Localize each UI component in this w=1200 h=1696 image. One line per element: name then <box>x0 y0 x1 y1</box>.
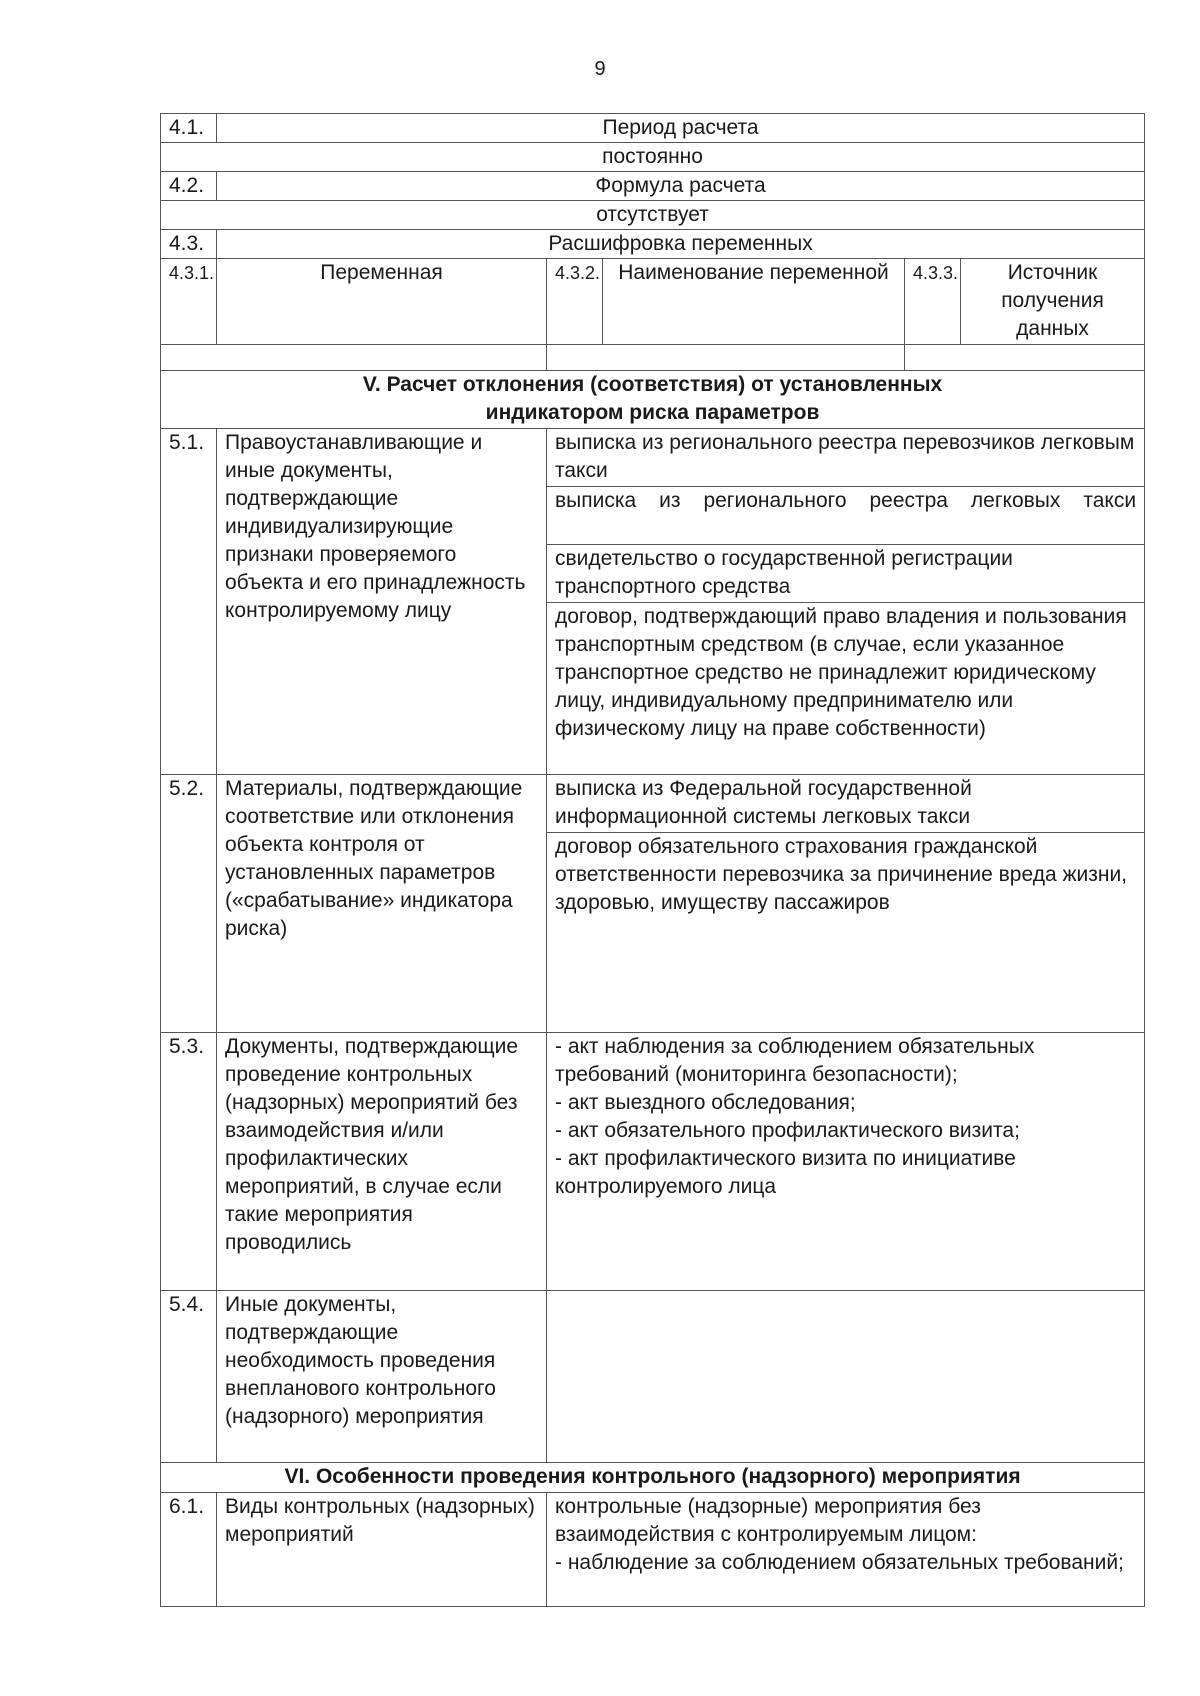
row-6-1-value <box>547 1493 1145 1607</box>
row-number: 4.3. <box>161 230 217 259</box>
row-5-1-label: Правоустанавливающие и иные документы, подтверждающие индивидуализирующие признаки проверяемого объекта и его принадлежность контролируемому лицу <box>217 429 547 775</box>
row-6-1 <box>161 1493 1145 1607</box>
document-item: договор обязательного страхования гражданской ответственности перевозчика за причинение вреда жизни, здоровью, имуществу пассажиров <box>547 833 1145 1033</box>
empty-cell <box>161 345 547 371</box>
empty-cell <box>905 345 1145 371</box>
variable-name-col-number: 4.3.2. <box>547 259 603 345</box>
row-5-3 <box>161 1033 1145 1291</box>
row-4-2 <box>161 172 1145 201</box>
row-5-3-label: Документы, подтверждающие проведение контрольных (надзорных) мероприятий без взаимодействия и/или профилактических мероприятий, в случае если такие мероприятия проводились <box>217 1033 547 1291</box>
section-6-title: VI. Особенности проведения контрольного (надзорного) мероприятия <box>161 1463 1145 1493</box>
data-source-col-label: Источник получения данных <box>961 259 1145 345</box>
row-4-1 <box>161 114 1145 143</box>
calc-period-value: постоянно <box>161 143 1145 172</box>
row-number: 4.2. <box>161 172 217 201</box>
document-item <box>547 487 1145 545</box>
row-5-3-value: - акт наблюдения за соблюдением обязательных требований (мониторинга безопасности); - акт выездного обследования; - акт обязательного профилактического визита; - акт профилактического визита по инициативе контролируемого лица <box>547 1033 1145 1291</box>
row-6-1-value-line: - наблюдение за соблюдением обязательных требований; <box>555 1551 1124 1574</box>
row-number: 5.4. <box>161 1291 217 1463</box>
row-5-1 <box>161 429 1145 487</box>
calc-period-label: Период расчета <box>217 114 1145 143</box>
row-number: 5.3. <box>161 1033 217 1291</box>
section-5-title: V. Расчет отклонения (соответствия) от установленных индикатором риска параметров <box>161 371 1145 429</box>
row-number: 5.1. <box>161 429 217 775</box>
document-item-text: выписка из регионального реестра легковых такси <box>555 489 1137 512</box>
row-5-4-value <box>547 1291 1145 1463</box>
document-item: свидетельство о государственной регистрации транспортного средства <box>547 545 1145 603</box>
variable-name-col-label: Наименование переменной <box>603 259 905 345</box>
row-6-1-value-line: контрольные (надзорные) мероприятия без взаимодействия с контролируемым лицом: <box>555 1495 981 1546</box>
indicator-table <box>160 113 1145 1607</box>
section-6-header-row <box>161 1463 1145 1493</box>
row-number: 6.1. <box>161 1493 217 1607</box>
row-5-2-label: Материалы, подтверждающие соответствие или отклонения объекта контроля от установленных параметров («срабатывание» индикатора риска) <box>217 775 547 1033</box>
row-5-4-label: Иные документы, подтверждающие необходимость проведения внепланового контрольного (надзорного) мероприятия <box>217 1291 547 1463</box>
row-6-1-label: Виды контрольных (надзорных) мероприятий <box>217 1493 547 1607</box>
document-item: выписка из Федеральной государственной информационной системы легковых такси <box>547 775 1145 833</box>
row-4-3 <box>161 230 1145 259</box>
row-4-2-value <box>161 201 1145 230</box>
variables-decoding-label: Расшифровка переменных <box>217 230 1145 259</box>
section-5-header-row <box>161 371 1145 429</box>
calc-formula-value: отсутствует <box>161 201 1145 230</box>
data-source-col-number: 4.3.3. <box>905 259 961 345</box>
document-item: выписка из регионального реестра перевозчиков легковым такси <box>547 429 1145 487</box>
variables-header-row <box>161 259 1145 345</box>
page-number: 9 <box>594 58 606 80</box>
calc-formula-label: Формула расчета <box>217 172 1145 201</box>
document-item: договор, подтверждающий право владения и пользования транспортным средством (в случае, если указанное транспортное средство не принадлежит юридическому лицу, индивидуальному предпринимателю или физическому лицу на праве собственности) <box>547 603 1145 775</box>
row-5-4 <box>161 1291 1145 1463</box>
row-number: 5.2. <box>161 775 217 1033</box>
row-4-1-value <box>161 143 1145 172</box>
variable-col-label: Переменная <box>217 259 547 345</box>
row-5-2 <box>161 775 1145 833</box>
variable-col-number: 4.3.1. <box>161 259 217 345</box>
empty-cell <box>547 345 905 371</box>
variables-empty-row <box>161 345 1145 371</box>
row-number: 4.1. <box>161 114 217 143</box>
